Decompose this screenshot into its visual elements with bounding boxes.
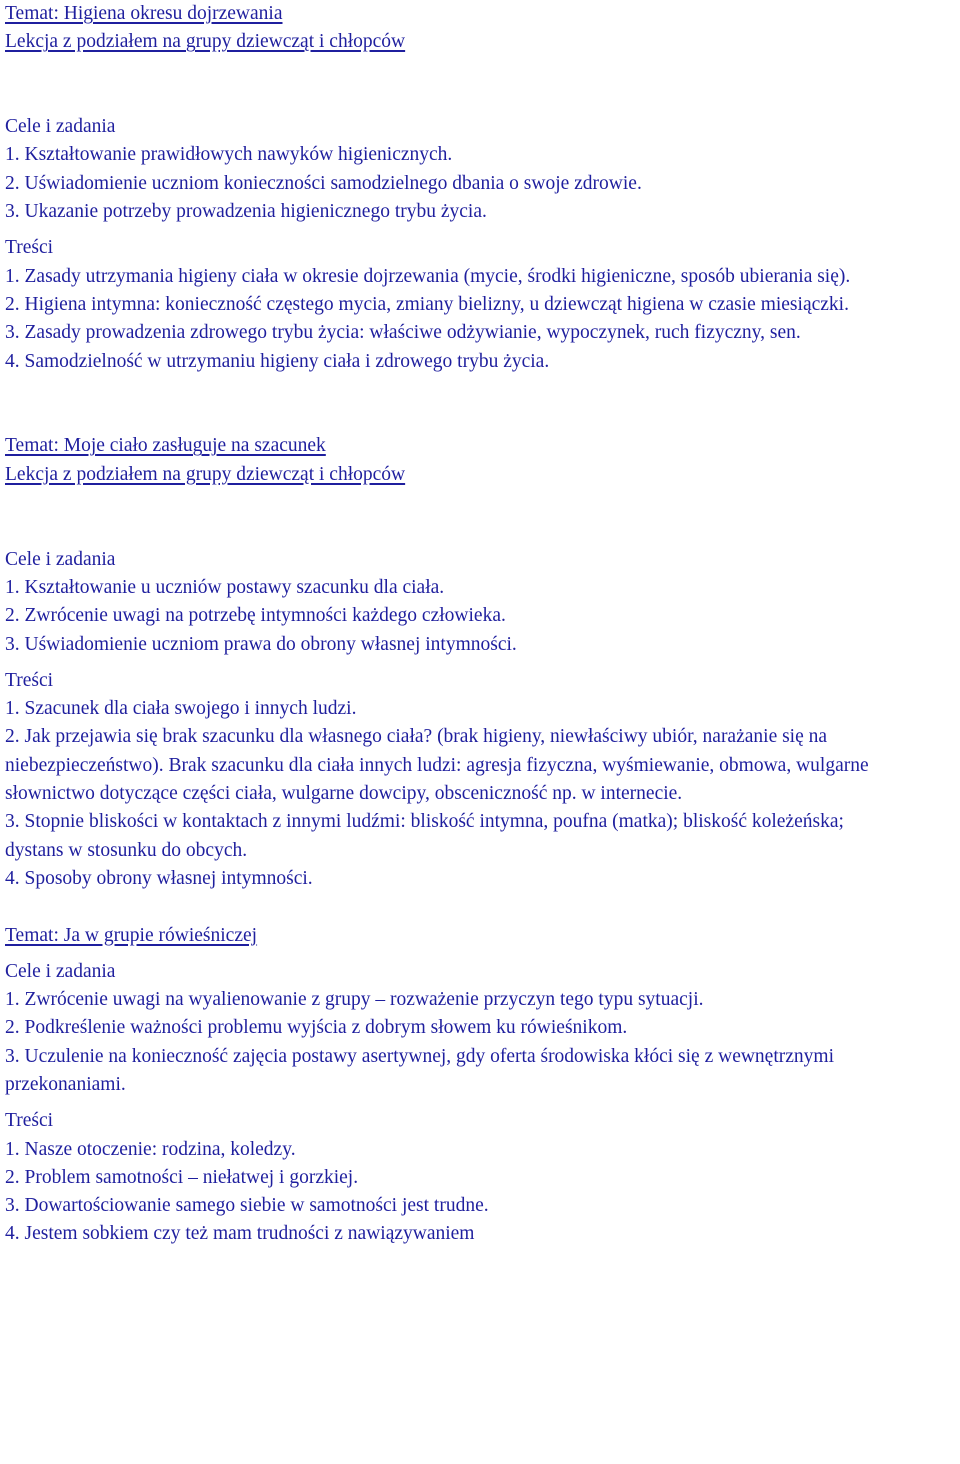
content-item: 4. Sposoby obrony własnej intymności. [5,867,313,889]
content-item: 2. Jak przejawia się brak szacunku dla własnego ciała? (brak higieny, niewłaściwy ubiór, narażanie się na niebezpieczeństwo). Brak szacunku dla ciała innych ludzi: agresja fizyczna, wyśmiewanie, obmowa, wulgarne słownictwo dotyczące części ciała, wulgarne dowcipy, obsceniczność np. w internecie. [5,726,869,805]
goals-label: Cele i zadania [5,960,116,982]
section-body-respect [5,432,955,893]
goal-item: 1. Kształtowanie u uczniów postawy szacunku dla ciała. [5,576,445,598]
goals-label: Cele i zadania [5,548,116,570]
content-item: dystans w stosunku do obcych. [5,839,248,861]
goal-item: 3. Ukazanie potrzeby prowadzenia higienicznego trybu życia. [5,201,487,223]
content-label: Treści [5,1110,54,1132]
content-item: 1. Szacunek dla ciała swojego i innych ludzi. [5,698,357,720]
lesson-subtitle-link[interactable]: Lekcja z podziałem na grupy dziewcząt i chłopców [5,31,406,53]
content-item: 3. Zasady prowadzenia zdrowego trybu życia: właściwe odżywianie, wypoczynek, ruch fizyczny, sen. [5,322,801,344]
content-label: Treści [5,669,54,691]
content-item: 2. Higiena intymna: konieczność częstego mycia, zmiany bielizny, u dziewcząt higiena w czasie miesiączki. [5,293,849,315]
goal-item: 2. Zwrócenie uwagi na potrzebę intymności każdego człowieka. [5,605,506,627]
goal-item: 2. Uświadomienie uczniom konieczności samodzielnego dbania o swoje zdrowie. [5,172,642,194]
topic-heading-link[interactable]: Temat: Moje ciało zasługuje na szacunek [5,435,326,457]
content-item: 1. Zasady utrzymania higieny ciała w okresie dojrzewania (mycie, środki higieniczne, sposób ubierania się). [5,265,851,287]
content-item: 3. Stopnie bliskości w kontaktach z innymi ludźmi: bliskość intymna, poufna (matka); bliskość koleżeńska; [5,811,844,833]
content-item: 3. Dowartościowanie samego siebie w samotności jest trudne. [5,1195,489,1217]
document-page [5,0,955,1249]
content-label: Treści [5,237,54,259]
section-hygiene [5,0,955,376]
content-item: 4. Samodzielność w utrzymaniu higieny ciała i zdrowego trybu życia. [5,350,550,372]
goal-item: 2. Podkreślenie ważności problemu wyjścia z dobrym słowem ku rówieśnikom. [5,1017,628,1039]
lesson-subtitle-link[interactable]: Lekcja z podziałem na grupy dziewcząt i chłopców [5,463,406,485]
goals-label: Cele i zadania [5,116,116,138]
topic-heading-link[interactable]: Temat: Ja w grupie rówieśniczej [5,924,258,946]
content-item: 1. Nasze otoczenie: rodzina, koledzy. [5,1138,296,1160]
goal-item: 1. Kształtowanie prawidłowych nawyków higienicznych. [5,144,453,166]
content-item: 2. Problem samotności – niełatwej i gorzkiej. [5,1166,359,1188]
goal-item: 1. Zwrócenie uwagi na wyalienowanie z grupy – rozważenie przyczyn tego typu sytuacji. [5,989,704,1011]
goal-item: 3. Uświadomienie uczniom prawa do obrony własnej intymności. [5,633,517,655]
section-peer-group [5,922,955,1249]
topic-heading-link[interactable]: Temat: Higiena okresu dojrzewania [5,3,283,24]
content-item: 4. Jestem sobkiem czy też mam trudności z nawiązywaniem [5,1223,475,1245]
goal-item: 3. Uczulenie na konieczność zajęcia postawy asertywnej, gdy oferta środowiska kłóci się z wewnętrznymi przekonaniami. [5,1045,834,1095]
